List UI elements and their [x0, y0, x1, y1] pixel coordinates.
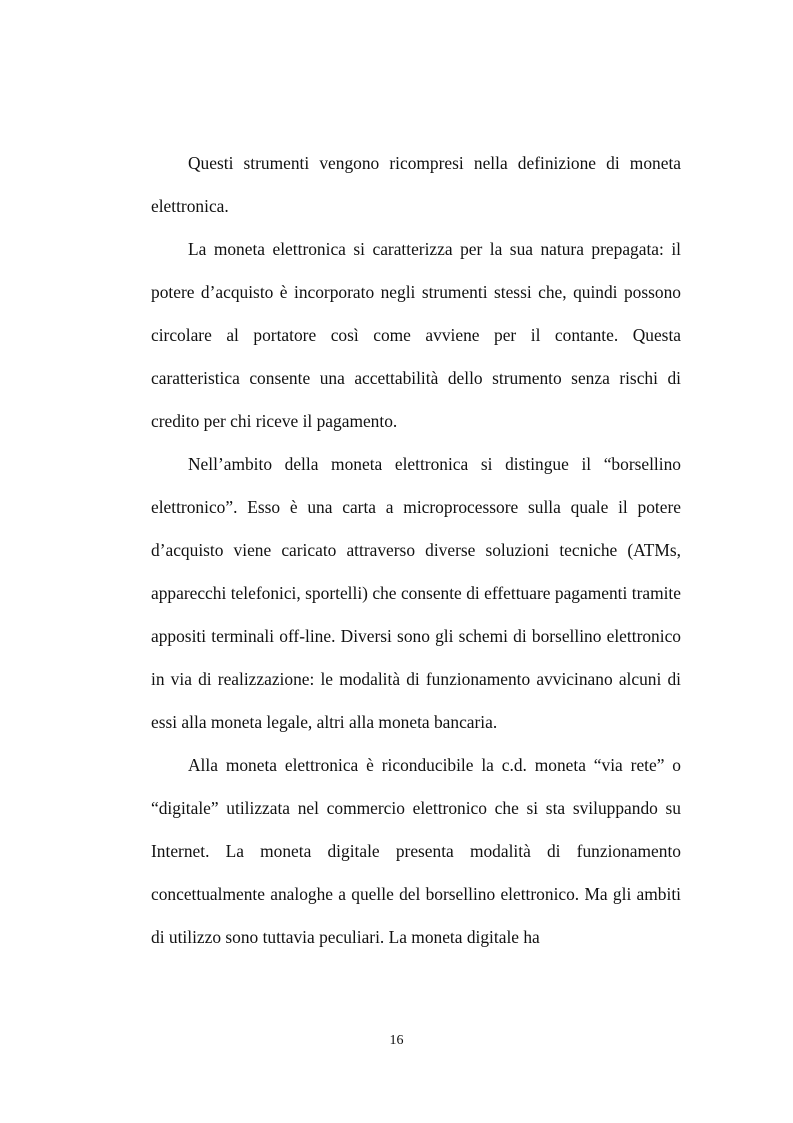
- paragraph: Alla moneta elettronica è riconducibile la c.d. moneta “via rete” o “digitale” utilizzata nel commercio elettronico che si sta sviluppando su Internet. La moneta digitale presenta modalità di funzionamento concettualmente analoghe a quelle del borsellino elettronico. Ma gli ambiti di utilizzo sono tuttavia peculiari. La moneta digitale ha: [151, 755, 681, 947]
- paragraph: Questi strumenti vengono ricompresi nella definizione di moneta elettronica.: [151, 153, 681, 216]
- body-text: [151, 142, 681, 959]
- page-number: 16: [389, 1033, 404, 1048]
- paragraph: Nell’ambito della moneta elettronica si distingue il “borsellino elettronico”. Esso è una carta a microprocessore sulla quale il potere d’acquisto viene caricato attraverso diverse soluzioni tecniche (ATMs, apparecchi telefonici, sportelli) che consente di effettuare pagamenti tramite appositi terminali off-line. Diversi sono gli schemi di borsellino elettronico in via di realizzazione: le modalità di funzionamento avvicinano alcuni di essi alla moneta legale, altri alla moneta bancaria.: [151, 454, 681, 732]
- paragraph: La moneta elettronica si caratterizza per la sua natura prepagata: il potere d’acquisto è incorporato negli strumenti stessi che, quindi possono circolare al portatore così come avviene per il contante. Questa caratteristica consente una accettabilità dello strumento senza rischi di credito per chi riceve il pagamento.: [151, 239, 681, 431]
